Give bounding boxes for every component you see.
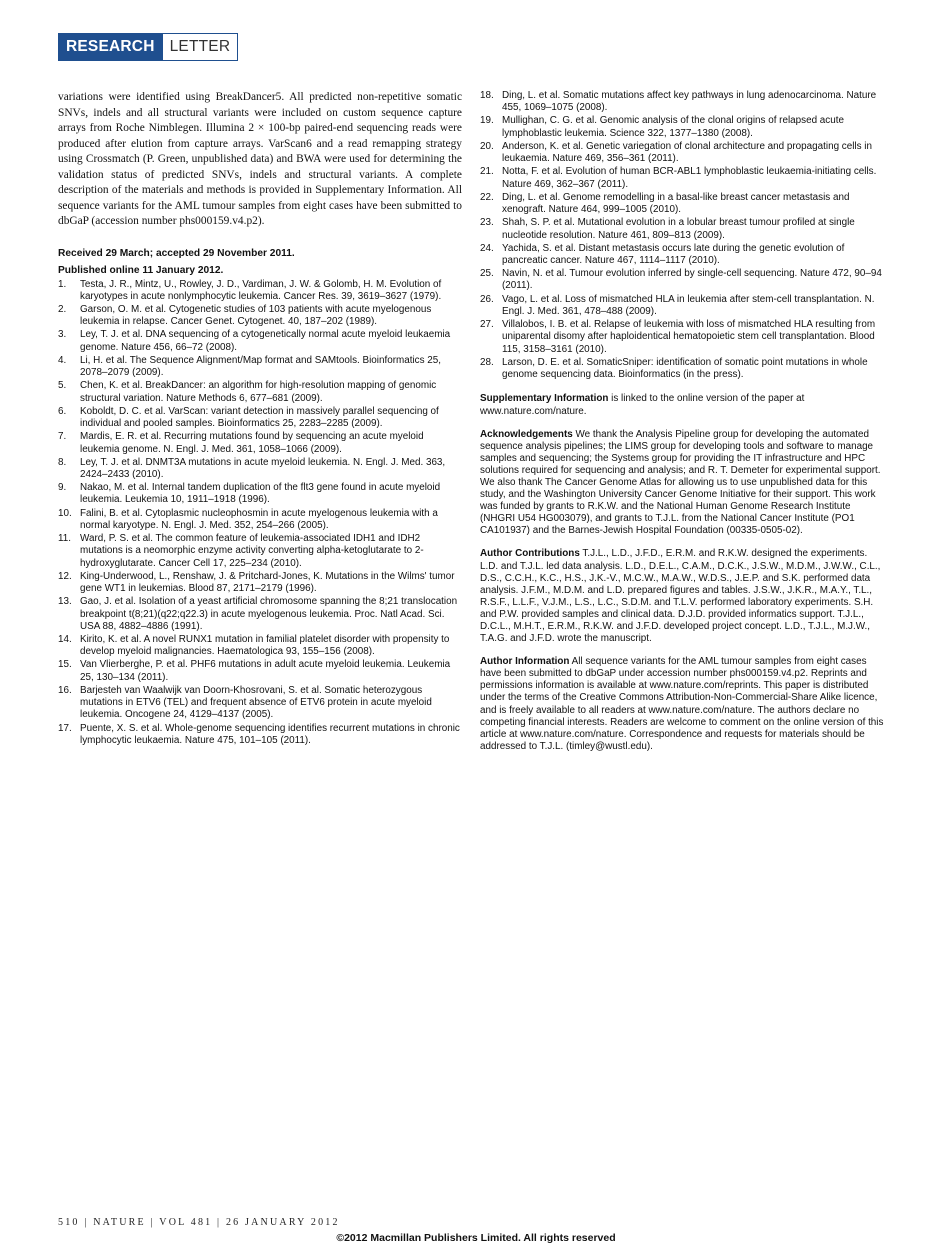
copyright-line: ©2012 Macmillan Publishers Limited. All rights reserved bbox=[336, 1232, 616, 1244]
reference-number: 23. bbox=[480, 217, 494, 229]
author-information bbox=[480, 656, 884, 753]
reference-number: 11. bbox=[58, 533, 71, 545]
reference-item bbox=[58, 279, 462, 303]
reference-text: Testa, J. R., Mintz, U., Rowley, J. D., Vardiman, J. W. & Golomb, H. M. Evolution of karyotypes in acute nonlymphocytic leukemia. Cancer Res. 39, 3619–3627 (1979). bbox=[80, 278, 442, 302]
reference-item bbox=[58, 406, 462, 430]
reference-text: Puente, X. S. et al. Whole-genome sequencing identifies recurrent mutations in chronic lymphocytic leukaemia. Nature 475, 101–105 (2011). bbox=[80, 722, 460, 746]
supplementary-text: is linked to the online version of the paper at www.nature.com/nature. bbox=[480, 393, 805, 417]
reference-text: Falini, B. et al. Cytoplasmic nucleophosmin in acute myelogenous leukemia with a normal karyotype. N. Engl. J. Med. 352, 254–266 (2005). bbox=[80, 507, 438, 531]
contributions-text: T.J.L., L.D., J.F.D., E.R.M. and R.K.W. designed the experiments. L.D. and T.J.L. led data analysis. L.D., D.E.L., C.A.M., D.C.K., J.S.W., M.D.M., J.W.W., C.L., D.S., C.C.H., K.C., H.S., J.K.-V., M.C.W., M.A.W., W.D.S., J.E.P. and S.K. performed data analysis. J.F.M., M.D.M. and L.D. prepared figures and tables. J.S.W., J.K.R., M.A.Y., T.L., R.S.F., L.L.F., V.J.M., L.S., L.C., S.D.M. and T.L.V. performed laboratory experiments. S.H. and P.W. provided samples and clinical data. D.J.D. provided informatics support. T.J.L., D.C.L., M.H.T., E.R.M., R.K.W. and J.F.D. developed project concept. L.D., T.J.L., M.J.W., T.A.G. and J.F.D. wrote the manuscript. bbox=[480, 548, 881, 645]
reference-number: 2. bbox=[58, 303, 67, 315]
reference-number: 14. bbox=[58, 633, 72, 645]
reference-text: Mullighan, C. G. et al. Genomic analysis of the clonal origins of relapsed acute lymphoblastic leukemia. Science 322, 1377–1380 (2008). bbox=[502, 115, 844, 139]
right-column bbox=[480, 90, 884, 753]
reference-item bbox=[480, 357, 884, 381]
reference-number: 9. bbox=[58, 482, 67, 494]
reference-text: Kirito, K. et al. A novel RUNX1 mutation in familial platelet disorder with propensity to develop myeloid malignancies. Haematologica 93, 155–156 (2008). bbox=[80, 633, 450, 658]
reference-number: 4. bbox=[58, 354, 67, 366]
reference-item bbox=[58, 659, 462, 683]
reference-item bbox=[480, 192, 884, 216]
reference-item bbox=[58, 431, 462, 455]
reference-item bbox=[58, 508, 462, 532]
reference-list-left bbox=[58, 279, 462, 747]
reference-item bbox=[58, 571, 462, 595]
reference-text: Mardis, E. R. et al. Recurring mutations found by sequencing an acute myeloid leukemia genome. N. Engl. J. Med. 361, 1058–1066 (2009). bbox=[80, 431, 424, 455]
reference-text: Ding, L. et al. Genome remodelling in a basal-like breast cancer metastasis and xenograft. Nature 464, 999–1005 (2010). bbox=[502, 191, 850, 216]
reference-item bbox=[480, 217, 884, 241]
reference-number: 17. bbox=[58, 722, 72, 734]
reference-item bbox=[58, 634, 462, 658]
reference-text: Shah, S. P. et al. Mutational evolution in a lobular breast tumour profiled at single nucleotide resolution. Nature 461, 809–813 (2009). bbox=[502, 217, 855, 241]
reference-text: Navin, N. et al. Tumour evolution inferred by single-cell sequencing. Nature 472, 90–94 (2011). bbox=[502, 268, 882, 292]
reference-text: Notta, F. et al. Evolution of human BCR-ABL1 lymphoblastic leukaemia-initiating cells. Nature 469, 362–367 (2011). bbox=[502, 166, 877, 190]
reference-number: 25. bbox=[480, 268, 494, 280]
reference-number: 22. bbox=[480, 191, 494, 203]
reference-text: Chen, K. et al. BreakDancer: an algorithm for high-resolution mapping of genomic structural variation. Nature Methods 6, 677–681 (2009). bbox=[80, 380, 437, 404]
reference-number: 8. bbox=[58, 456, 67, 468]
supplementary-heading: Supplementary Information bbox=[480, 393, 609, 405]
reference-number: 1. bbox=[58, 278, 67, 290]
reference-number: 6. bbox=[58, 405, 67, 417]
methods-paragraph: variations were identified using BreakDancer5. All predicted non-repetitive somatic SNVs, indels and all structural variants were included on custom sequence capture arrays from Roche Nimblegen. Illumina 2 × 100-bp paired-end sequencing reads were produced after elution from capture arrays. VarScan6 and a read remapping strategy using Crossmatch (P. Green, unpublished data) and BWA were used for determining the validation status of predicted SNVs, indels and structural variants. A complete description of the materials and methods is provided in Supplementary Information. All sequence variants for the AML tumour samples from eight cases have been submitted to dbGaP (accession number phs000159.v4.p2). bbox=[58, 91, 462, 227]
reference-number: 20. bbox=[480, 140, 494, 152]
reference-item bbox=[58, 329, 462, 353]
reference-number: 13. bbox=[58, 596, 72, 608]
reference-item bbox=[58, 723, 462, 747]
reference-number: 19. bbox=[480, 115, 494, 127]
supplementary-info bbox=[480, 393, 884, 417]
reference-item bbox=[58, 596, 462, 632]
author-info-heading: Author Information bbox=[480, 656, 570, 668]
article-type-tag bbox=[58, 33, 238, 61]
reference-item bbox=[480, 319, 884, 355]
acknowledgements bbox=[480, 429, 884, 538]
reference-number: 15. bbox=[58, 659, 72, 671]
reference-text: Yachida, S. et al. Distant metastasis occurs late during the genetic evolution of pancreatic cancer. Nature 467, 1114–1117 (2010). bbox=[502, 242, 845, 266]
reference-number: 7. bbox=[58, 431, 67, 443]
reference-item bbox=[480, 90, 884, 114]
reference-text: Ley, T. J. et al. DNA sequencing of a cytogenetically normal acute myeloid leukaemia genome. Nature 456, 66–72 (2008). bbox=[80, 329, 451, 353]
reference-item bbox=[480, 141, 884, 165]
acknowledgements-heading: Acknowledgements bbox=[480, 428, 573, 440]
reference-text: Barjesteh van Waalwijk van Doorn-Khosrovani, S. et al. Somatic heterozygous mutations in ETV6 (TEL) and frequent absence of ETV6 protein in acute myeloid leukemia. Oncogene 24, 4129–4137 (2005). bbox=[80, 684, 432, 721]
reference-number: 18. bbox=[480, 90, 494, 101]
reference-number: 21. bbox=[480, 166, 494, 178]
type-label: LETTER bbox=[163, 33, 239, 61]
running-footer: 510 | NATURE | VOL 481 | 26 JANUARY 2012 bbox=[58, 1217, 340, 1228]
reference-text: Ley, T. J. et al. DNMT3A mutations in acute myeloid leukemia. N. Engl. J. Med. 363, 2424–2433 (2010). bbox=[80, 456, 446, 480]
author-info-text: All sequence variants for the AML tumour samples from eight cases have been submitted to dbGaP under accession number phs000159.v4.p2. Reprints and permissions information is available at www.nature.com/reprints. This paper is distributed under the terms of the Creative Commons Attribution-Non-Commercial-Share Alike licence, and is freely available to all readers at www.nature.com/nature. The authors declare no competing financial interests. Readers are welcome to comment on the online version of this article at www.nature.com/nature. Correspondence and requests for materials should be addressed to T.J.L. (timley@wustl.edu). bbox=[480, 656, 884, 752]
reference-text: Gao, J. et al. Isolation of a yeast artificial chromosome spanning the 8;21 translocation breakpoint t(8;21)(q22;q22.3) in acute myelogenous leukemia. Proc. Natl Acad. Sci. USA 88, 4882–4886 (1991). bbox=[80, 596, 458, 632]
author-contributions bbox=[480, 548, 884, 645]
reference-number: 5. bbox=[58, 380, 67, 392]
reference-text: Ward, P. S. et al. The common feature of leukemia-associated IDH1 and IDH2 mutations is a neomorphic enzyme activity converting alpha-ketoglutarate to 2-hydroxyglutarate. Cancer Cell 17, 225–234 (2010). bbox=[80, 533, 424, 569]
reference-text: Anderson, K. et al. Genetic variegation of clonal architecture and propagating cells in leukaemia. Nature 469, 356–361 (2011). bbox=[502, 140, 872, 165]
reference-list-right bbox=[480, 90, 884, 381]
reference-number: 12. bbox=[58, 570, 72, 582]
reference-text: Koboldt, D. C. et al. VarScan: variant detection in massively parallel sequencing of individual and pooled samples. Bioinformatics 25, 2283–2285 (2009). bbox=[80, 405, 439, 430]
acknowledgements-text: We thank the Analysis Pipeline group for developing the automated sequence analysis pipelines; the LIMS group for developing tools and software to manage samples and sequencing; the Systems group for providing the IT infrastructure and HPC solutions required for sequencing and analysis; and R. T. Demeter for experimental support. We also thank The Cancer Genome Atlas for allowing us to use unpublished data for this study, and the Washington University Cancer Genome Initiative for their support. This work was funded by grants to R.K.W. and the National Human Genome Research Institute (NHGRI U54 HG003079), and grants to T.J.L. from the National Cancer Institute (PO1 CA101937) and the Barnes-Jewish Hospital Foundation (00335-0505-02). bbox=[480, 428, 881, 537]
reference-text: Nakao, M. et al. Internal tandem duplication of the flt3 gene found in acute myeloid leukemia. Leukemia 10, 1911–1918 (1996). bbox=[80, 482, 441, 506]
published-line: Published online 11 January 2012. bbox=[58, 264, 224, 276]
reference-text: Li, H. et al. The Sequence Alignment/Map format and SAMtools. Bioinformatics 25, 2078–2079 (2009). bbox=[80, 354, 441, 379]
left-column bbox=[58, 90, 462, 748]
reference-item bbox=[58, 685, 462, 721]
reference-number: 26. bbox=[480, 293, 494, 305]
contributions-heading: Author Contributions bbox=[480, 548, 580, 560]
reference-number: 27. bbox=[480, 319, 494, 331]
reference-text: Vago, L. et al. Loss of mismatched HLA in leukemia after stem-cell transplantation. N. Engl. J. Med. 361, 478–488 (2009). bbox=[502, 293, 875, 317]
reference-number: 10. bbox=[58, 507, 72, 519]
reference-number: 28. bbox=[480, 356, 494, 368]
reference-item bbox=[58, 380, 462, 404]
reference-item bbox=[58, 457, 462, 481]
received-line: Received 29 March; accepted 29 November 2011. bbox=[58, 247, 295, 259]
section-label: RESEARCH bbox=[58, 33, 163, 61]
reference-number: 16. bbox=[58, 684, 72, 696]
reference-text: Larson, D. E. et al. SomaticSniper: identification of somatic point mutations in whole genome sequencing data. Bioinformatics (in the press). bbox=[502, 356, 868, 381]
reference-text: King-Underwood, L., Renshaw, J. & Pritchard-Jones, K. Mutations in the Wilms' tumor gene WT1 in leukemias. Blood 87, 2171–2179 (1996). bbox=[80, 570, 455, 595]
reference-item bbox=[58, 482, 462, 506]
reference-item bbox=[480, 243, 884, 267]
reference-item bbox=[480, 268, 884, 292]
reference-item bbox=[480, 294, 884, 318]
reference-item bbox=[480, 115, 884, 139]
received-dates bbox=[58, 245, 462, 279]
reference-number: 24. bbox=[480, 242, 494, 254]
reference-item bbox=[480, 166, 884, 190]
reference-number: 3. bbox=[58, 329, 67, 341]
reference-item bbox=[58, 304, 462, 328]
reference-text: Ding, L. et al. Somatic mutations affect key pathways in lung adenocarcinoma. Nature 455, 1069–1075 (2008). bbox=[502, 90, 877, 114]
reference-item bbox=[58, 533, 462, 569]
reference-text: Villalobos, I. B. et al. Relapse of leukemia with loss of mismatched HLA resulting from uniparental disomy after haploidentical hematopoietic stem cell transplantation. Blood 115, 3158–3161 (2010). bbox=[502, 319, 876, 355]
reference-text: Garson, O. M. et al. Cytogenetic studies of 103 patients with acute myelogenous leukemia in relapse. Cancer Genet. Cytogenet. 40, 187–202 (1989). bbox=[80, 303, 432, 328]
reference-item bbox=[58, 355, 462, 379]
reference-text: Van Vlierberghe, P. et al. PHF6 mutations in adult acute myeloid leukemia. Leukemia 25, 130–134 (2011). bbox=[80, 659, 451, 683]
